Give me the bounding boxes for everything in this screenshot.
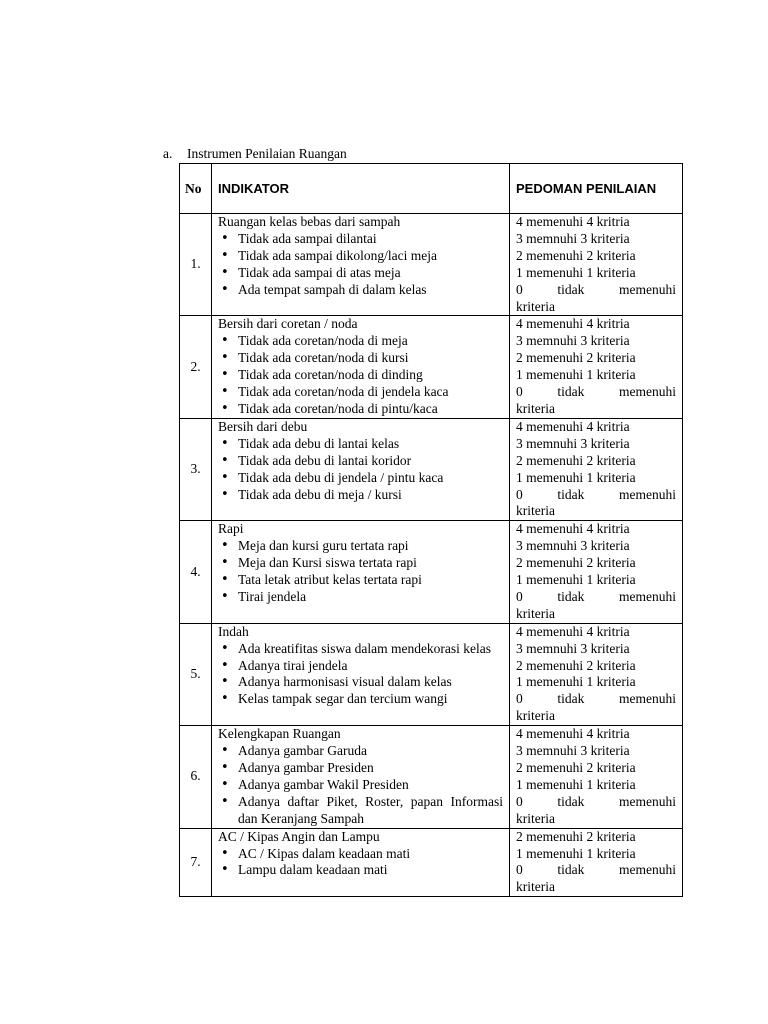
criteria-line: 3 memnuhi 3 kriteria	[516, 743, 630, 759]
indicator-item: • Tidak ada sampai dikolong/laci meja	[218, 248, 503, 265]
table-row	[180, 623, 683, 725]
assessment-table	[179, 163, 683, 897]
criteria-line: 1 memenuhi 1 kriteria	[516, 264, 636, 280]
indicator-item: • Ada kreatifitas siswa dalam mendekorasi kelas	[218, 641, 503, 658]
criteria-line-zero: 0 tidak memenuhi	[516, 486, 676, 502]
indicator-item: • Tidak ada coretan/noda di dinding	[218, 367, 503, 384]
criteria-cell	[510, 623, 683, 725]
indicator-item: • Adanya tirai jendela	[218, 658, 503, 675]
section-heading	[163, 146, 347, 162]
table-row	[180, 726, 683, 828]
indicator-item: • Lampu dalam keadaan mati	[218, 862, 503, 879]
criteria-line-zero: 0 tidak memenuhi	[516, 691, 676, 707]
row-number: 3.	[180, 418, 212, 520]
criteria-line: 2 memenuhi 2 kriteria	[516, 828, 636, 844]
criteria-cell	[510, 828, 683, 897]
indicator-list	[218, 538, 503, 606]
criteria-cell	[510, 214, 683, 316]
criteria-line-zero-wrap: kriteria	[516, 708, 555, 724]
criteria-line: 2 memenuhi 2 kriteria	[516, 350, 636, 366]
criteria-line: 1 memenuhi 1 kriteria	[516, 469, 636, 485]
indicator-title: AC / Kipas Angin dan Lampu	[218, 828, 380, 844]
indicator-item: • Adanya gambar Garuda	[218, 743, 503, 760]
row-number: 7.	[180, 828, 212, 897]
criteria-line: 1 memenuhi 1 kriteria	[516, 845, 636, 861]
indicator-item: • Tata letak atribut kelas tertata rapi	[218, 572, 503, 589]
table-row	[180, 828, 683, 897]
criteria-line: 2 memenuhi 2 kriteria	[516, 760, 636, 775]
indicator-item: • Tidak ada debu di lantai kelas	[218, 436, 503, 453]
indicator-cell	[212, 623, 510, 725]
table-row	[180, 418, 683, 520]
indicator-item: • Meja dan Kursi siswa tertata rapi	[218, 555, 503, 572]
indicator-list	[218, 743, 503, 828]
indicator-item: • Tidak ada coretan/noda di jendela kaca	[218, 384, 503, 401]
criteria-line: 2 memenuhi 2 kriteria	[516, 247, 636, 263]
indicator-item: • Tidak ada debu di lantai koridor	[218, 453, 503, 470]
row-number: 5.	[180, 623, 212, 725]
criteria-line-zero-wrap: kriteria	[516, 810, 555, 826]
indicator-item: • Tidak ada coretan/noda di meja	[218, 333, 503, 350]
criteria-line-zero-wrap: kriteria	[516, 298, 555, 314]
indicator-item: • AC / Kipas dalam keadaan mati	[218, 846, 503, 863]
indicator-cell	[212, 214, 510, 316]
criteria-line: 4 memenuhi 4 kritria	[516, 214, 630, 229]
criteria-line-zero: 0 tidak memenuhi	[516, 281, 676, 297]
section-title: Instrumen Penilaian Ruangan	[187, 146, 347, 161]
indicator-item: • Meja dan kursi guru tertata rapi	[218, 538, 503, 555]
criteria-line: 4 memenuhi 4 kritria	[516, 521, 630, 537]
criteria-line-zero-wrap: kriteria	[516, 503, 555, 519]
indicator-title: Indah	[218, 623, 249, 639]
indicator-item: • Adanya gambar Presiden	[218, 760, 503, 777]
table-row	[180, 521, 683, 623]
criteria-line-zero-wrap: kriteria	[516, 400, 555, 416]
criteria-line: 4 memenuhi 4 kritria	[516, 726, 630, 742]
indicator-title: Ruangan kelas bebas dari sampah	[218, 214, 401, 229]
criteria-line-zero: 0 tidak memenuhi	[516, 384, 676, 400]
criteria-line-zero: 0 tidak memenuhi	[516, 793, 676, 809]
criteria-cell	[510, 316, 683, 418]
header-indikator: INDIKATOR	[212, 164, 510, 214]
criteria-line-zero: 0 tidak memenuhi	[516, 588, 676, 604]
criteria-line: 4 memenuhi 4 kritria	[516, 418, 630, 434]
indicator-item: • Adanya daftar Piket, Roster, papan Informasi dan Keranjang Sampah	[218, 794, 503, 828]
indicator-title: Bersih dari debu	[218, 418, 308, 434]
indicator-item: • Adanya harmonisasi visual dalam kelas	[218, 674, 503, 691]
indicator-item: • Tidak ada coretan/noda di pintu/kaca	[218, 401, 503, 418]
indicator-item: • Tidak ada sampai di atas meja	[218, 265, 503, 282]
criteria-line: 3 memnuhi 3 kriteria	[516, 435, 630, 451]
criteria-line: 2 memenuhi 2 kriteria	[516, 657, 636, 673]
criteria-line: 2 memenuhi 2 kriteria	[516, 452, 636, 468]
indicator-cell	[212, 726, 510, 828]
indicator-list	[218, 231, 503, 299]
criteria-line: 2 memenuhi 2 kriteria	[516, 555, 636, 571]
indicator-item: • Kelas tampak segar dan tercium wangi	[218, 691, 503, 708]
criteria-line: 1 memenuhi 1 kriteria	[516, 367, 636, 383]
indicator-item: • Ada tempat sampah di dalam kelas	[218, 282, 503, 299]
indicator-cell	[212, 521, 510, 623]
row-number: 4.	[180, 521, 212, 623]
row-number: 6.	[180, 726, 212, 828]
criteria-line: 1 memenuhi 1 kriteria	[516, 776, 636, 792]
criteria-line-zero-wrap: kriteria	[516, 605, 555, 621]
indicator-list	[218, 641, 503, 709]
indicator-cell	[212, 418, 510, 520]
criteria-line-zero-wrap: kriteria	[516, 879, 555, 895]
criteria-line: 4 memenuhi 4 kritria	[516, 623, 630, 639]
table-row	[180, 316, 683, 418]
criteria-line: 4 memenuhi 4 kritria	[516, 316, 630, 332]
criteria-line-zero: 0 tidak memenuhi	[516, 862, 676, 878]
row-number: 2.	[180, 316, 212, 418]
section-marker: a.	[163, 146, 173, 161]
criteria-cell	[510, 726, 683, 828]
indicator-title: Rapi	[218, 521, 244, 537]
criteria-cell	[510, 418, 683, 520]
indicator-item: • Tidak ada coretan/noda di kursi	[218, 350, 503, 367]
criteria-line: 3 memnuhi 3 kriteria	[516, 230, 630, 246]
indicator-title: Kelengkapan Ruangan	[218, 726, 341, 742]
criteria-line: 3 memnuhi 3 kriteria	[516, 640, 630, 656]
indicator-list	[218, 333, 503, 418]
header-no: No	[180, 164, 212, 214]
indicator-title: Bersih dari coretan / noda	[218, 316, 358, 332]
criteria-cell	[510, 521, 683, 623]
indicator-item: • Tidak ada debu di meja / kursi	[218, 487, 503, 504]
indicator-list	[218, 436, 503, 504]
indicator-cell	[212, 316, 510, 418]
indicator-item: • Tirai jendela	[218, 589, 503, 606]
criteria-line: 3 memnuhi 3 kriteria	[516, 538, 630, 554]
indicator-item: • Tidak ada debu di jendela / pintu kaca	[218, 470, 503, 487]
criteria-line: 3 memnuhi 3 kriteria	[516, 333, 630, 349]
row-number: 1.	[180, 214, 212, 316]
header-pedoman: PEDOMAN PENILAIAN	[510, 164, 683, 214]
criteria-line: 1 memenuhi 1 kriteria	[516, 674, 636, 690]
table-header-row	[180, 164, 683, 214]
indicator-item: • Tidak ada sampai dilantai	[218, 231, 503, 248]
indicator-list	[218, 846, 503, 880]
table-row	[180, 214, 683, 316]
indicator-item: • Adanya gambar Wakil Presiden	[218, 777, 503, 794]
indicator-cell	[212, 828, 510, 897]
criteria-line: 1 memenuhi 1 kriteria	[516, 572, 636, 588]
